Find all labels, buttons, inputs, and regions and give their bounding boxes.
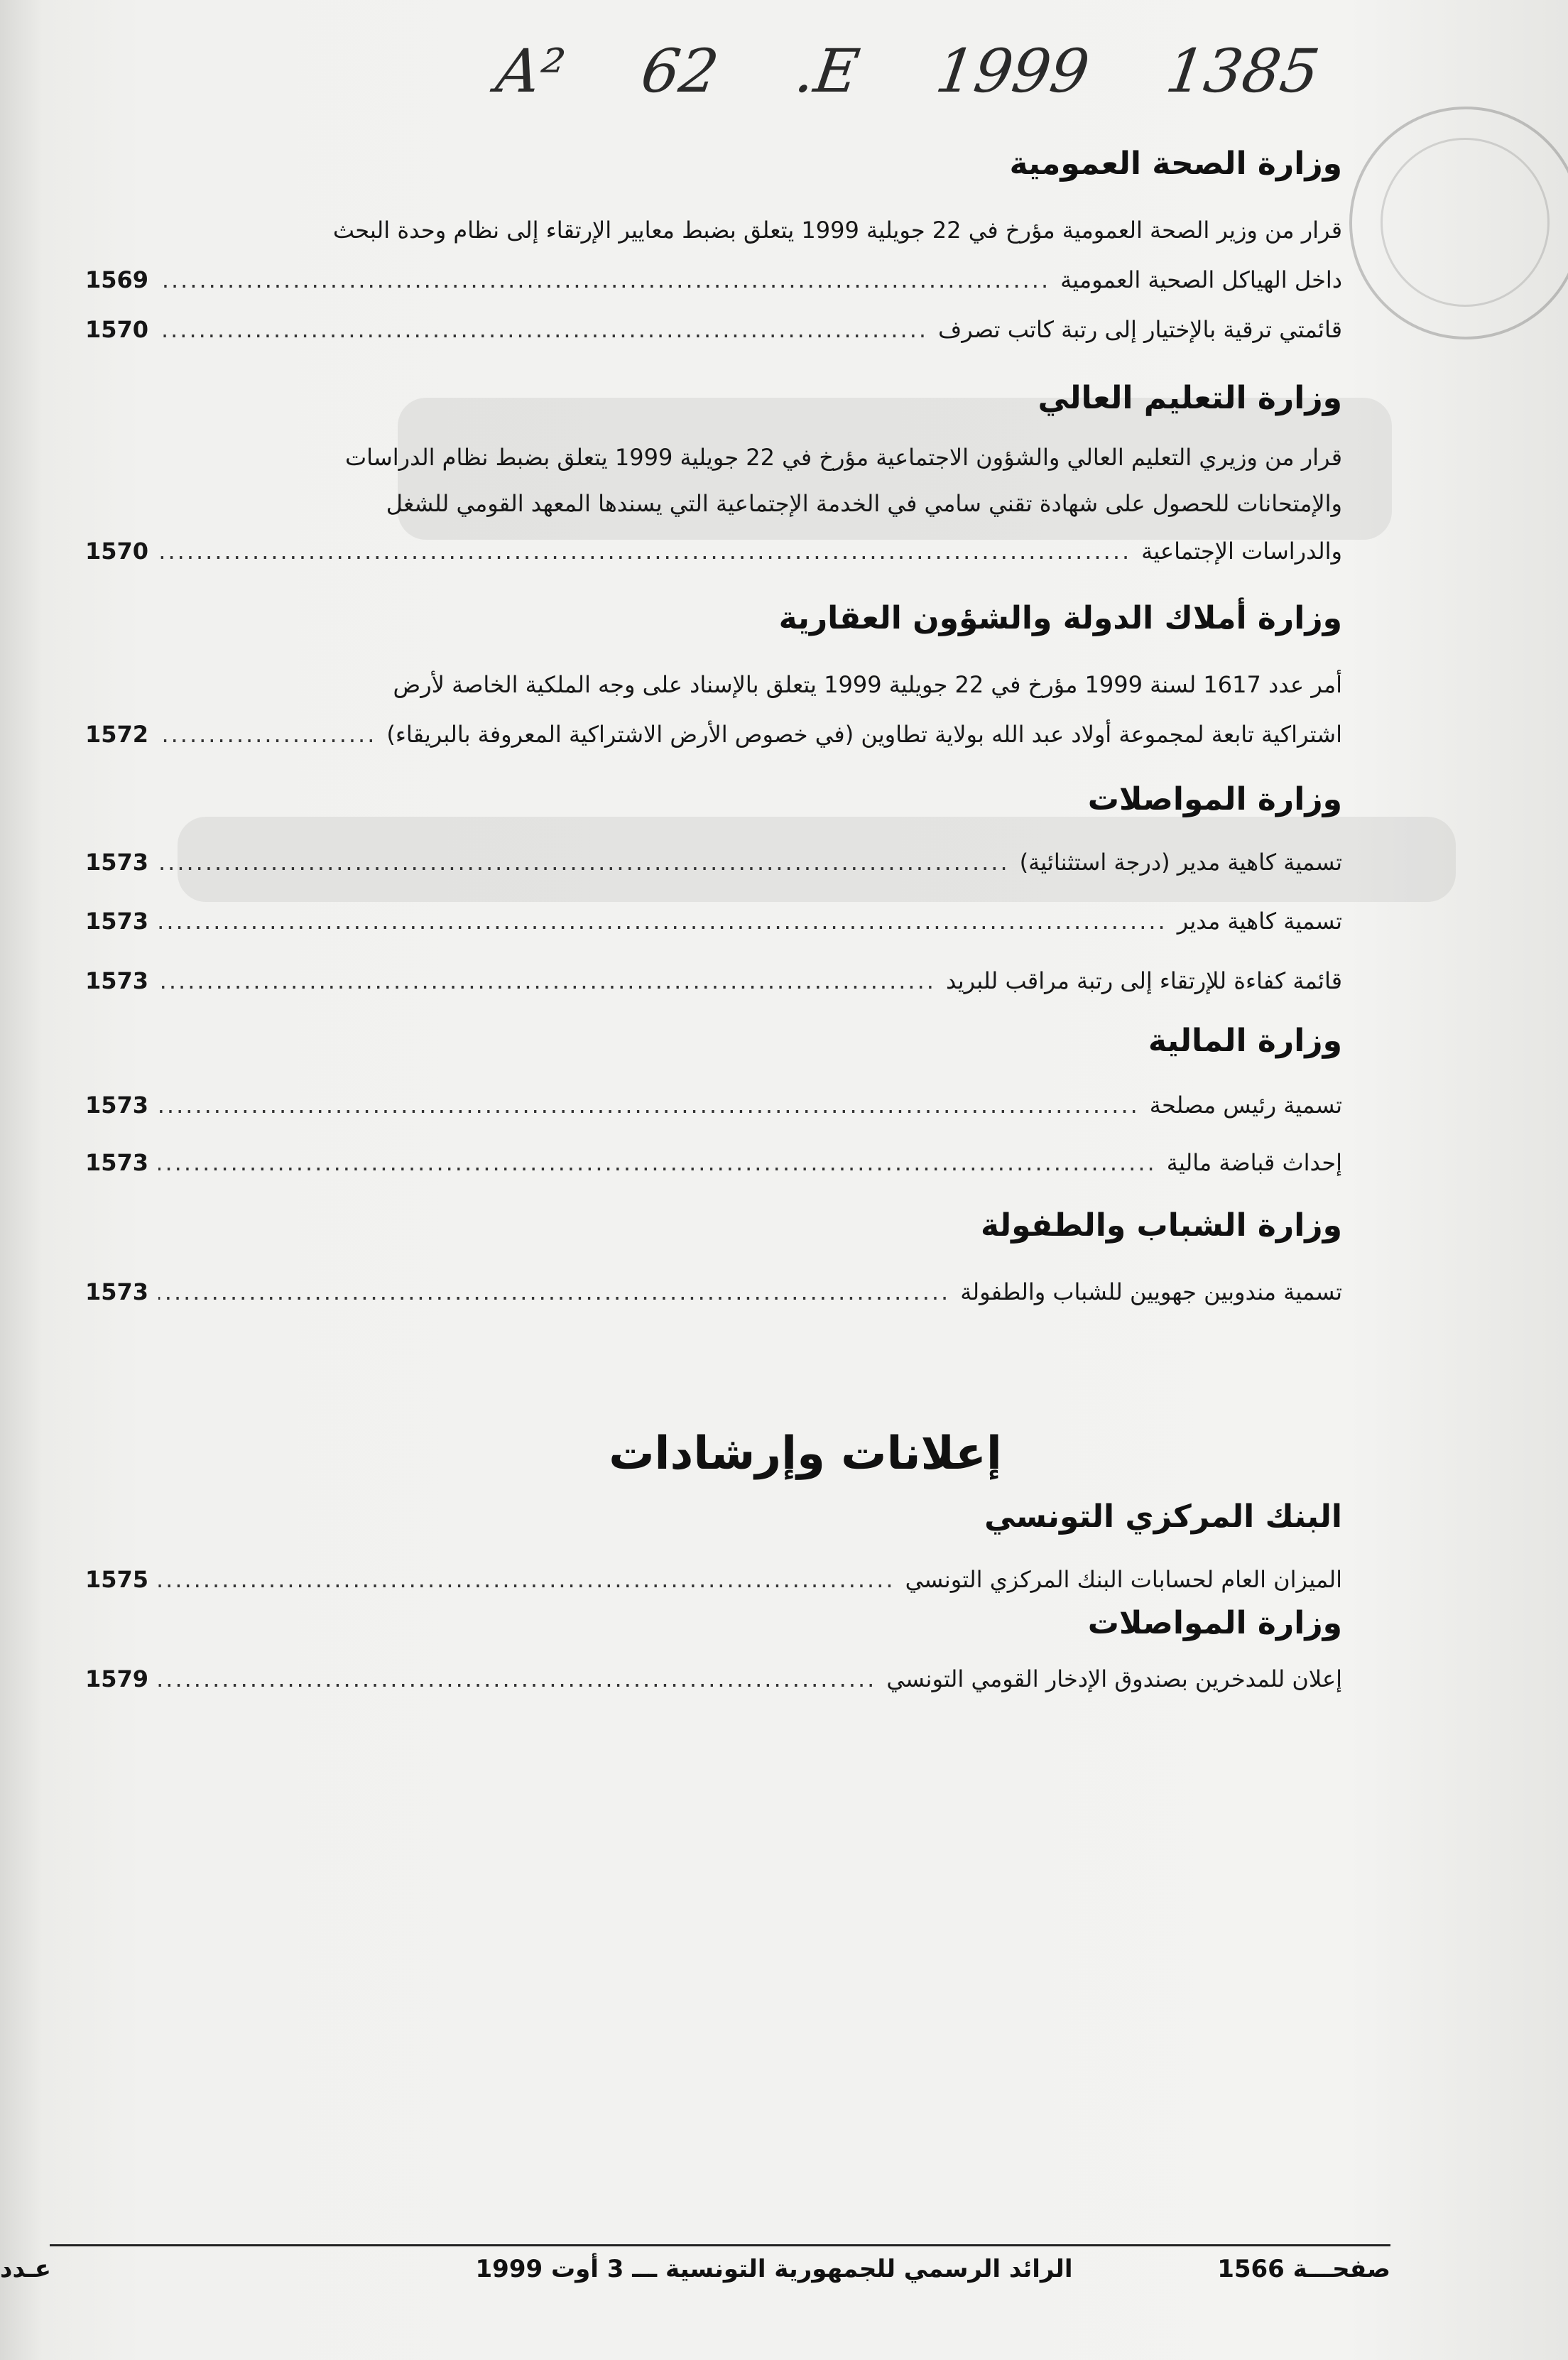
handwritten-ref-part: .E bbox=[791, 36, 864, 106]
toc-entry[interactable] bbox=[85, 721, 1342, 748]
leader-dots bbox=[158, 1092, 1140, 1119]
entry-text-line: أمر عدد 1617 لسنة 1999 مؤرخ في 22 جويلية 1999 يتعلق بالإسناد على وجه الملكية الخاصة لأرض bbox=[393, 671, 1342, 698]
handwritten-ref-part: 1385 bbox=[1162, 36, 1324, 106]
handwritten-reference bbox=[492, 28, 1420, 114]
page-number: 1570 bbox=[85, 538, 149, 565]
page-number: 1573 bbox=[85, 967, 149, 994]
toc-entry-text: تسمية رئيس مصلحة bbox=[1149, 1092, 1342, 1119]
section-heading: وزارة الشباب والطفولة bbox=[980, 1207, 1342, 1244]
leader-dots bbox=[158, 266, 1050, 293]
toc-entry[interactable] bbox=[85, 1566, 1342, 1593]
toc-entry-text: قائمتي ترقية بالإختيار إلى رتبة كاتب تصرف bbox=[938, 316, 1342, 343]
section-heading: وزارة المواصلات bbox=[1087, 1605, 1342, 1641]
toc-entry-text: والدراسات الإجتماعية bbox=[1141, 538, 1342, 565]
handwritten-ref-part: A² bbox=[492, 36, 570, 106]
footer-journal-title: الرائد الرسمي للجمهورية التونسية ـــ 3 أوت 1999 bbox=[475, 2255, 1073, 2283]
footer-page-label: صفحـــة 1566 bbox=[1217, 2255, 1390, 2283]
page-number: 1573 bbox=[85, 1278, 149, 1305]
toc-entry-text: تسمية مندوبين جهويين للشباب والطفولة bbox=[960, 1278, 1342, 1305]
page-number: 1573 bbox=[85, 1149, 149, 1176]
leader-dots bbox=[158, 316, 928, 343]
leader-dots bbox=[158, 967, 936, 994]
entry-text-line: قرار من وزير الصحة العمومية مؤرخ في 22 جويلية 1999 يتعلق بضبط معايير الإرتقاء إلى نظام وحدة البحث bbox=[332, 217, 1342, 244]
toc-entry[interactable] bbox=[85, 538, 1342, 565]
section-heading: وزارة التعليم العالي bbox=[1038, 380, 1342, 416]
toc-entry-text: تسمية كاهية مدير (درجة استثنائية) bbox=[1019, 849, 1342, 876]
section-heading: وزارة الصحة العمومية bbox=[1009, 146, 1342, 182]
footer-rule bbox=[50, 2244, 1390, 2246]
leader-dots bbox=[158, 1149, 1157, 1176]
page-number: 1570 bbox=[85, 316, 149, 343]
footer-issue-label: عـدد bbox=[0, 2255, 51, 2283]
toc-entry[interactable] bbox=[85, 967, 1342, 994]
page-number: 1569 bbox=[85, 266, 149, 293]
toc-entry-text: الميزان العام لحسابات البنك المركزي التونسي bbox=[905, 1566, 1342, 1593]
leader-dots bbox=[158, 1566, 895, 1593]
toc-entry[interactable] bbox=[85, 1149, 1342, 1176]
announcements-title: إعلانات وإرشادات bbox=[609, 1428, 1002, 1480]
toc-entry-text: تسمية كاهية مدير bbox=[1177, 908, 1342, 935]
handwritten-ref-part: 1999 bbox=[932, 36, 1094, 106]
leader-dots bbox=[158, 849, 1010, 876]
toc-entry[interactable] bbox=[85, 1665, 1342, 1692]
toc-entry-text: داخل الهياكل الصحية العمومية bbox=[1060, 266, 1342, 293]
leader-dots bbox=[158, 1278, 950, 1305]
page-number: 1573 bbox=[85, 908, 149, 935]
entry-text-line: قرار من وزيري التعليم العالي والشؤون الاجتماعية مؤرخ في 22 جويلية 1999 يتعلق بضبط نظام الدراسات bbox=[345, 444, 1342, 471]
toc-entry-text: إحداث قباضة مالية bbox=[1166, 1149, 1342, 1176]
section-heading: البنك المركزي التونسي bbox=[984, 1499, 1342, 1535]
toc-entry-text: اشتراكية تابعة لمجموعة أولاد عبد الله بولاية تطاوين (في خصوص الأرض الاشتراكية المعروفة بالبريقاء) bbox=[386, 721, 1342, 748]
section-heading: وزارة المالية bbox=[1148, 1023, 1342, 1059]
toc-entry[interactable] bbox=[85, 1092, 1342, 1119]
entry-text-line: والإمتحانات للحصول على شهادة تقني سامي في الخدمة الإجتماعية التي يسندها المعهد القومي للشغل bbox=[386, 490, 1342, 517]
toc-entry-text: قائمة كفاءة للإرتقاء إلى رتبة مراقب للبريد bbox=[945, 967, 1342, 994]
toc-entry-text: إعلان للمدخرين بصندوق الإدخار القومي التونسي bbox=[886, 1665, 1342, 1692]
handwritten-ref-part: 62 bbox=[637, 36, 724, 106]
toc-entry[interactable] bbox=[85, 1278, 1342, 1305]
toc-entry[interactable] bbox=[85, 849, 1342, 876]
page-number: 1573 bbox=[85, 1092, 149, 1119]
ink-stamp bbox=[1349, 107, 1568, 339]
page-number: 1575 bbox=[85, 1566, 149, 1593]
page-number: 1572 bbox=[85, 721, 149, 748]
toc-entry[interactable] bbox=[85, 908, 1342, 935]
leader-dots bbox=[158, 1665, 876, 1692]
leader-dots bbox=[158, 908, 1167, 935]
toc-entry[interactable] bbox=[85, 266, 1342, 293]
page-number: 1573 bbox=[85, 849, 149, 876]
toc-entry[interactable] bbox=[85, 316, 1342, 343]
page-number: 1579 bbox=[85, 1665, 149, 1692]
section-heading: وزارة المواصلات bbox=[1087, 781, 1342, 817]
leader-dots bbox=[158, 721, 376, 748]
section-heading: وزارة أملاك الدولة والشؤون العقارية bbox=[778, 600, 1342, 636]
leader-dots bbox=[158, 538, 1131, 565]
